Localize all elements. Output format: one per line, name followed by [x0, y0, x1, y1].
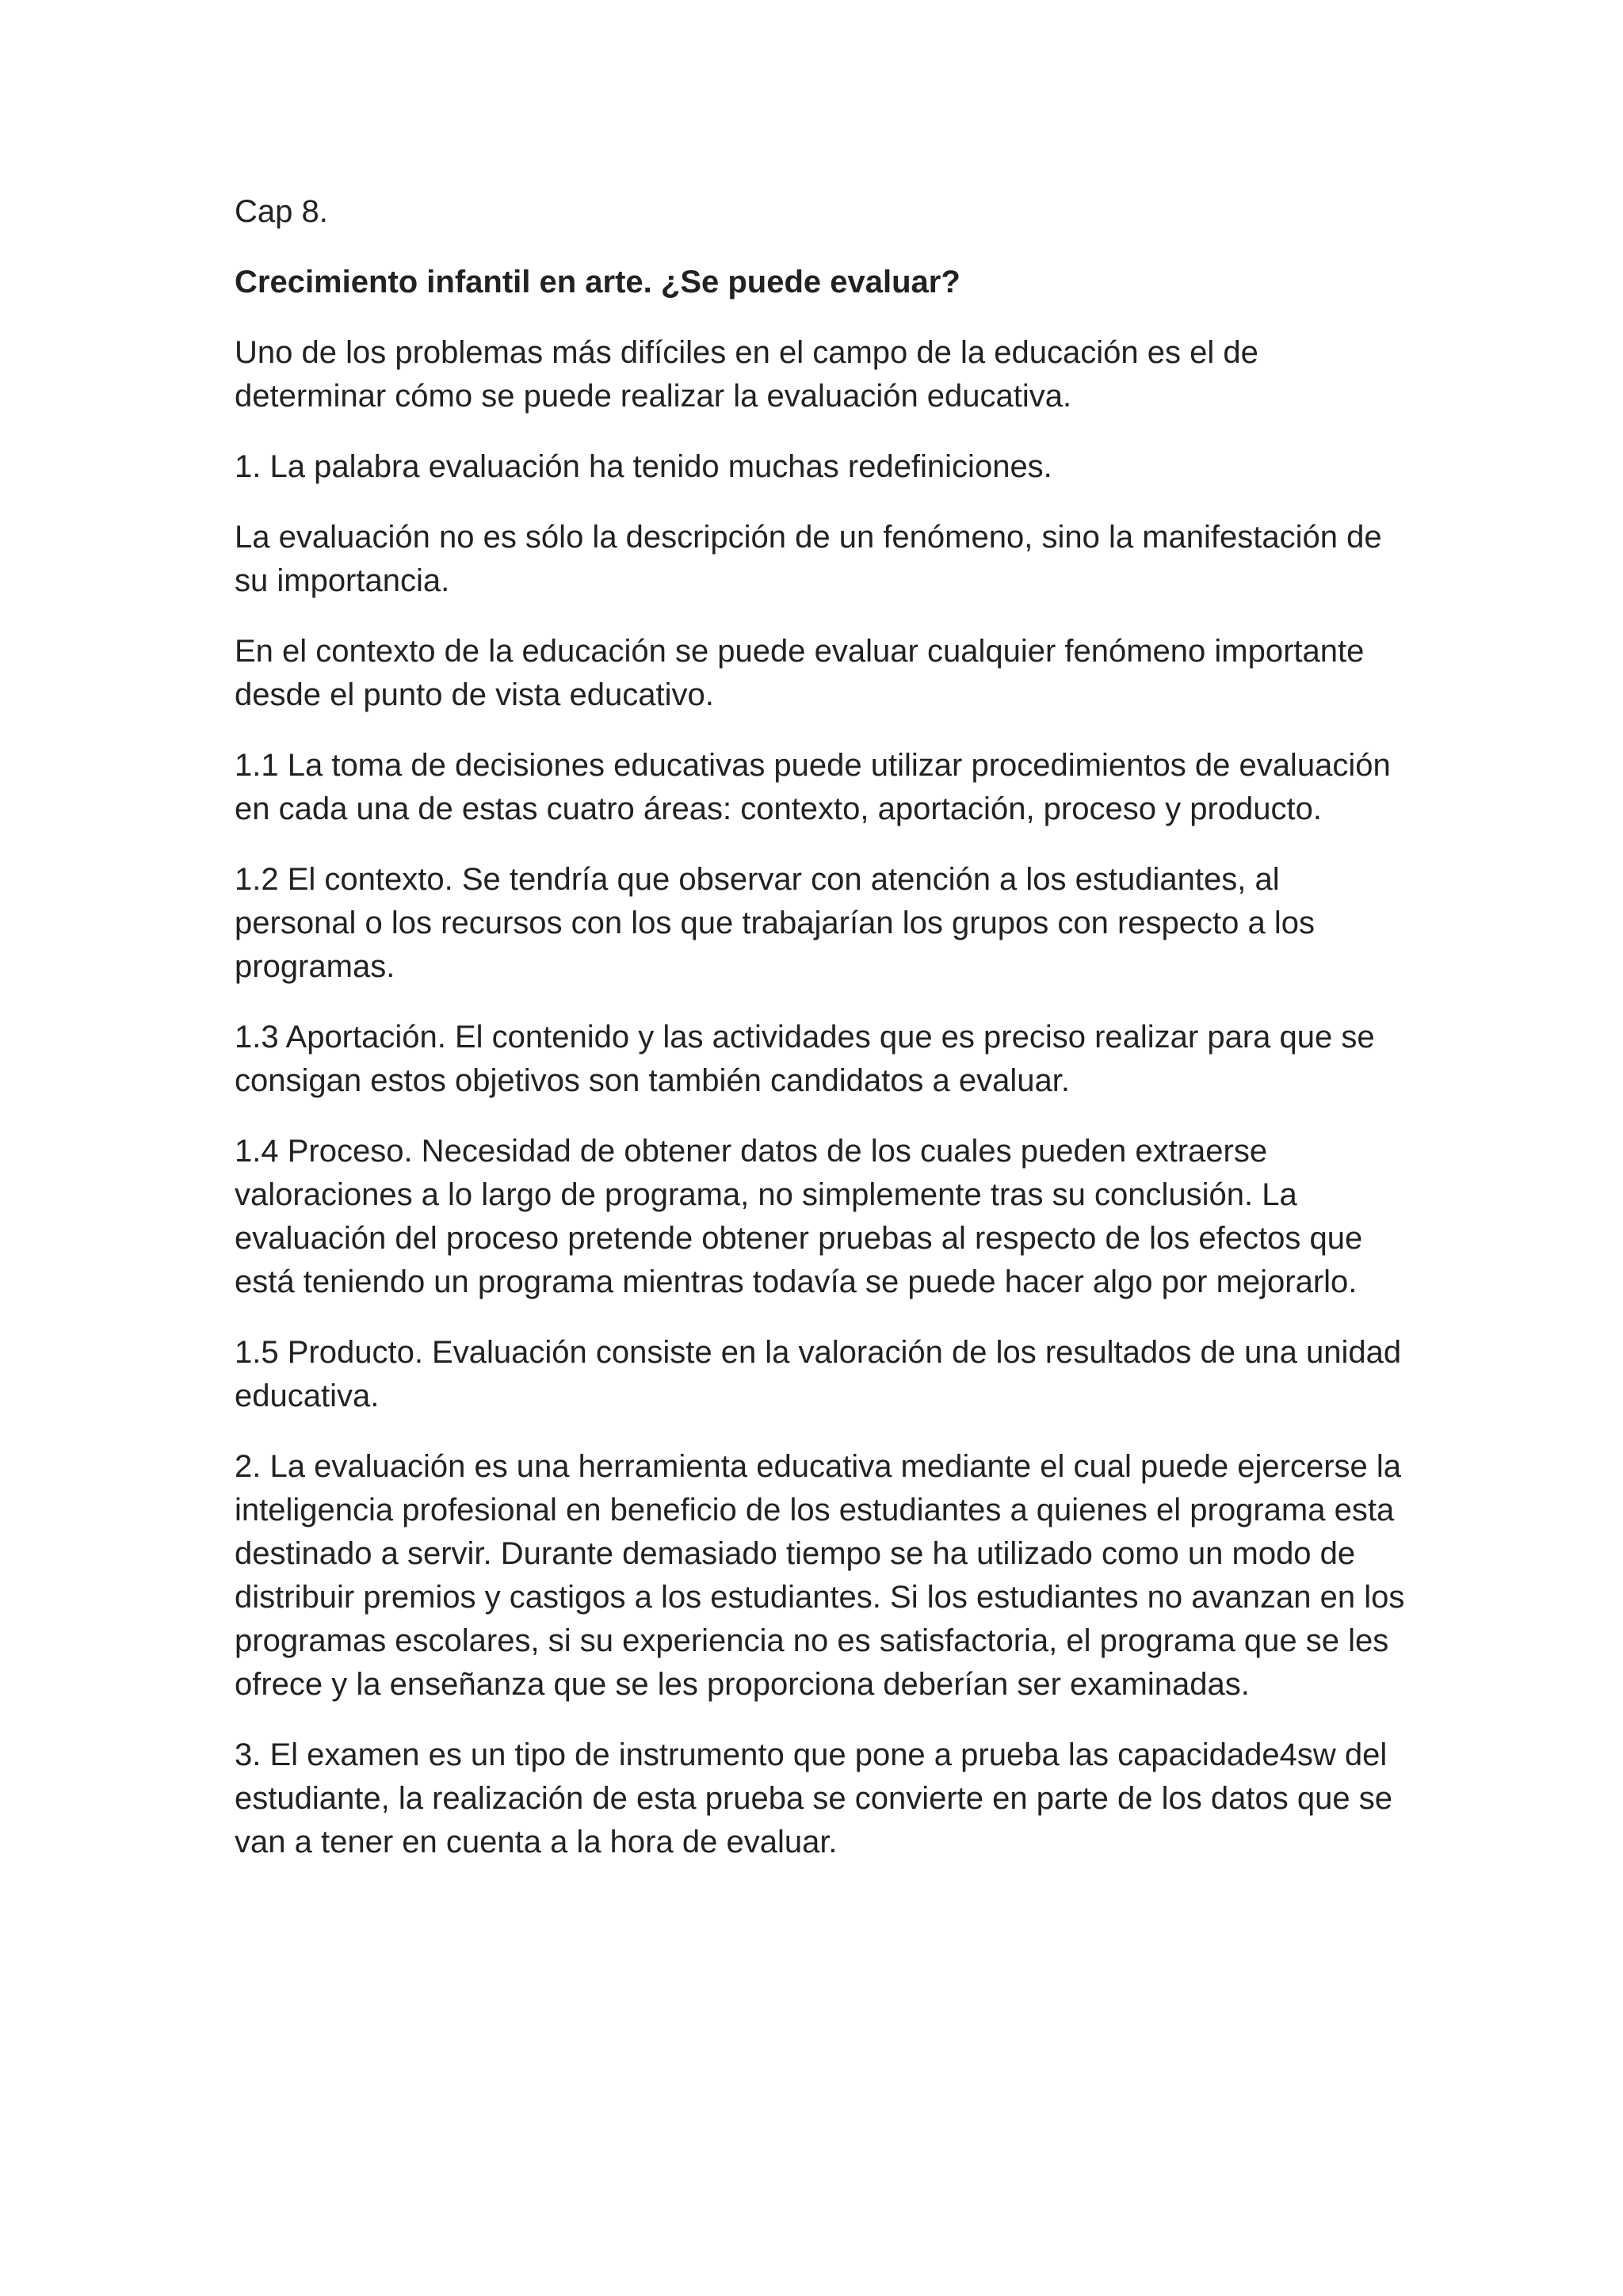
paragraph-context-education: En el contexto de la educación se puede evaluar cualquier fenómeno importante desde el punto de vista educativo. [235, 634, 1365, 712]
paragraph-definition: La evaluación no es sólo la descripción de un fenómeno, sino la manifestación de su importancia. [235, 520, 1382, 598]
paragraph-3: 3. El examen es un tipo de instrumento que pone a prueba las capacidade4sw del estudiante, la realización de esta prueba se convierte en parte de los datos que se van a tener en cuenta a la hora de evaluar. [235, 1737, 1392, 1859]
paragraph-1-4: 1.4 Proceso. Necesidad de obtener datos de los cuales pueden extraerse valoraciones a lo largo de programa, no simplemente tras su conclusión. La evaluación del proceso pretende obtener pruebas al respecto de los efectos que está teniendo un programa mientras todavía se puede hacer algo por mejorarlo. [235, 1134, 1363, 1299]
paragraph-1-1: 1.1 La toma de decisiones educativas puede utilizar procedimientos de evaluación en cada una de estas cuatro áreas: contexto, aportación, proceso y producto. [235, 748, 1391, 826]
paragraph-1-3: 1.3 Aportación. El contenido y las actividades que es preciso realizar para que se consigan estos objetivos son también candidatos a evaluar. [235, 1020, 1375, 1098]
document-title: Crecimiento infantil en arte. ¿Se puede evaluar? [235, 265, 960, 299]
paragraph-1-2: 1.2 El contexto. Se tendría que observar con atención a los estudiantes, al personal o los recursos con los que trabajarían los grupos con respecto a los programas. [235, 862, 1315, 984]
paragraph-1: 1. La palabra evaluación ha tenido muchas redefiniciones. [235, 449, 1052, 484]
chapter-label: Cap 8. [235, 194, 328, 229]
paragraph-intro: Uno de los problemas más difíciles en el campo de la educación es el de determinar cómo se puede realizar la evaluación educativa. [235, 335, 1258, 414]
paragraph-1-5: 1.5 Producto. Evaluación consiste en la valoración de los resultados de una unidad educativa. [235, 1335, 1402, 1413]
document-body [235, 331, 1407, 1864]
paragraph-2: 2. La evaluación es una herramienta educativa mediante el cual puede ejercerse la inteligencia profesional en beneficio de los estudiantes a quienes el programa esta destinado a servir. Durante demasiado tiempo se ha utilizado como un modo de distribuir premios y castigos a los estudiantes. Si los estudiantes no avanzan en los programas escolares, si su experiencia no es satisfactoria, el programa que se les ofrece y la enseñanza que se les proporciona deberían ser examinadas. [235, 1449, 1405, 1702]
document-page [235, 190, 1407, 1891]
